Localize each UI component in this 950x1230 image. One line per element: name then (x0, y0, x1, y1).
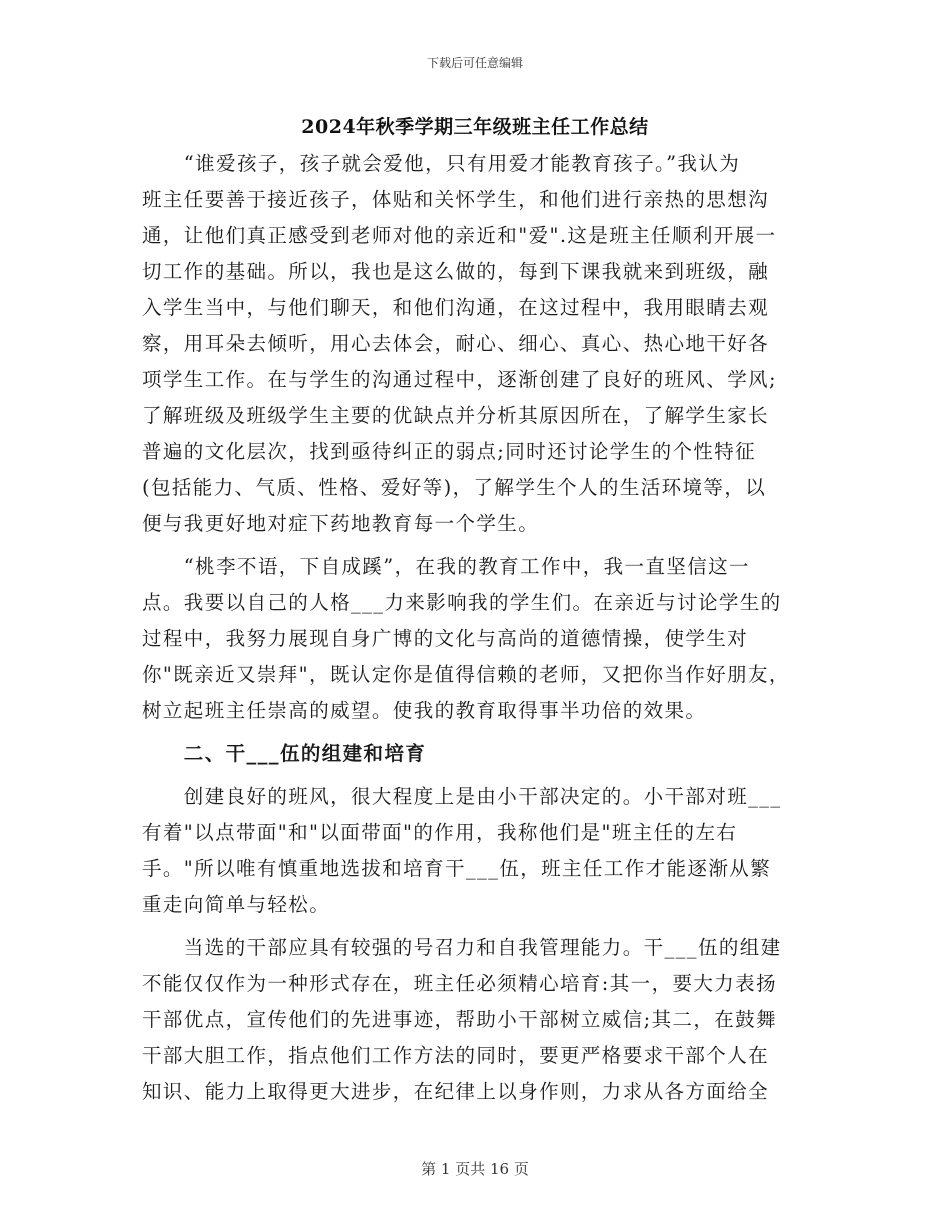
body-line: 过程中，我努力展现自身广博的文化与高尚的道德情操，使学生对 (142, 627, 749, 650)
body-line: 重走向简单与轻松。 (142, 893, 331, 916)
body-line: 入学生当中，与他们聊天，和他们沟通，在这过程中，我用眼睛去观 (142, 296, 770, 319)
body-line: 创建良好的班风，很大程度上是由小干部决定的。小干部对班___ (142, 785, 782, 808)
body-line: 你"既亲近又崇拜"，既认定你是值得信赖的老师，又把你当作好朋友， (142, 663, 790, 686)
body-line: 手。"所以唯有慎重地选拔和培育干___伍，班主任工作才能逐渐从繁 (142, 857, 772, 880)
body-line: “桃李不语，下自成蹊”，在我的教育工作中，我一直坚信这一 (142, 555, 750, 578)
body-line: 便与我更好地对症下药地教育每一个学生。 (142, 512, 540, 535)
body-line: 察，用耳朵去倾听，用心去体会，耐心、细心、真心、热心地干好各 (142, 332, 770, 355)
body-line: 当选的干部应具有较强的号召力和自我管理能力。干___伍的组建 (142, 936, 782, 959)
body-line: (包括能力、气质、性格、爱好等)，了解学生个人的生活环境等，以 (142, 476, 767, 499)
body-line: 有着"以点带面"和"以面带面"的作用，我称他们是"班主任的左右 (142, 821, 738, 844)
page-number: 第 1 页共 16 页 (421, 1160, 529, 1178)
body-line: 干部大胆工作，指点他们工作方法的同时，要更严格要求干部个人在 (142, 1044, 770, 1067)
header-note: 下载后可任意编辑 (426, 56, 523, 70)
body-line: 普遍的文化层次，找到亟待纠正的弱点;同时还讨论学生的个性特征 (142, 440, 757, 463)
document-title: 2024年秋季学期三年级班主任工作总结 (301, 116, 649, 138)
body-line: “谁爱孩子，孩子就会爱他，只有用爱才能教育孩子。”我认为 (142, 152, 741, 175)
body-line: 树立起班主任崇高的威望。使我的教育取得事半功倍的效果。 (142, 699, 707, 722)
body-line: 不能仅仅作为一种形式存在，班主任必须精心培育:其一，要大力表扬 (142, 972, 777, 995)
body-line: 项学生工作。在与学生的沟通过程中，逐渐创建了良好的班风、学风; (142, 368, 777, 391)
body-line: 切工作的基础。所以，我也是这么做的，每到下课我就来到班级，融 (142, 260, 770, 283)
body-line: 通，让他们真正感受到老师对他的亲近和"爱".这是班主任顺利开展一 (142, 224, 777, 247)
body-line: 点。我要以自己的人格___力来影响我的学生们。在亲近与讨论学生的 (142, 591, 782, 614)
body-line: 了解班级及班级学生主要的优缺点并分析其原因所在，了解学生家长 (142, 404, 770, 427)
body-line: 干部优点，宣传他们的先进事迹，帮助小干部树立威信;其二，在鼓舞 (142, 1008, 777, 1031)
section-heading: 二、干___伍的组建和培育 (142, 742, 427, 765)
document-body (142, 146, 812, 1110)
body-line: 班主任要善于接近孩子，体贴和关怀学生，和他们进行亲热的思想沟 (142, 188, 770, 211)
body-line: 知识、能力上取得更大进步，在纪律上以身作则，力求从各方面给全 (142, 1080, 770, 1103)
